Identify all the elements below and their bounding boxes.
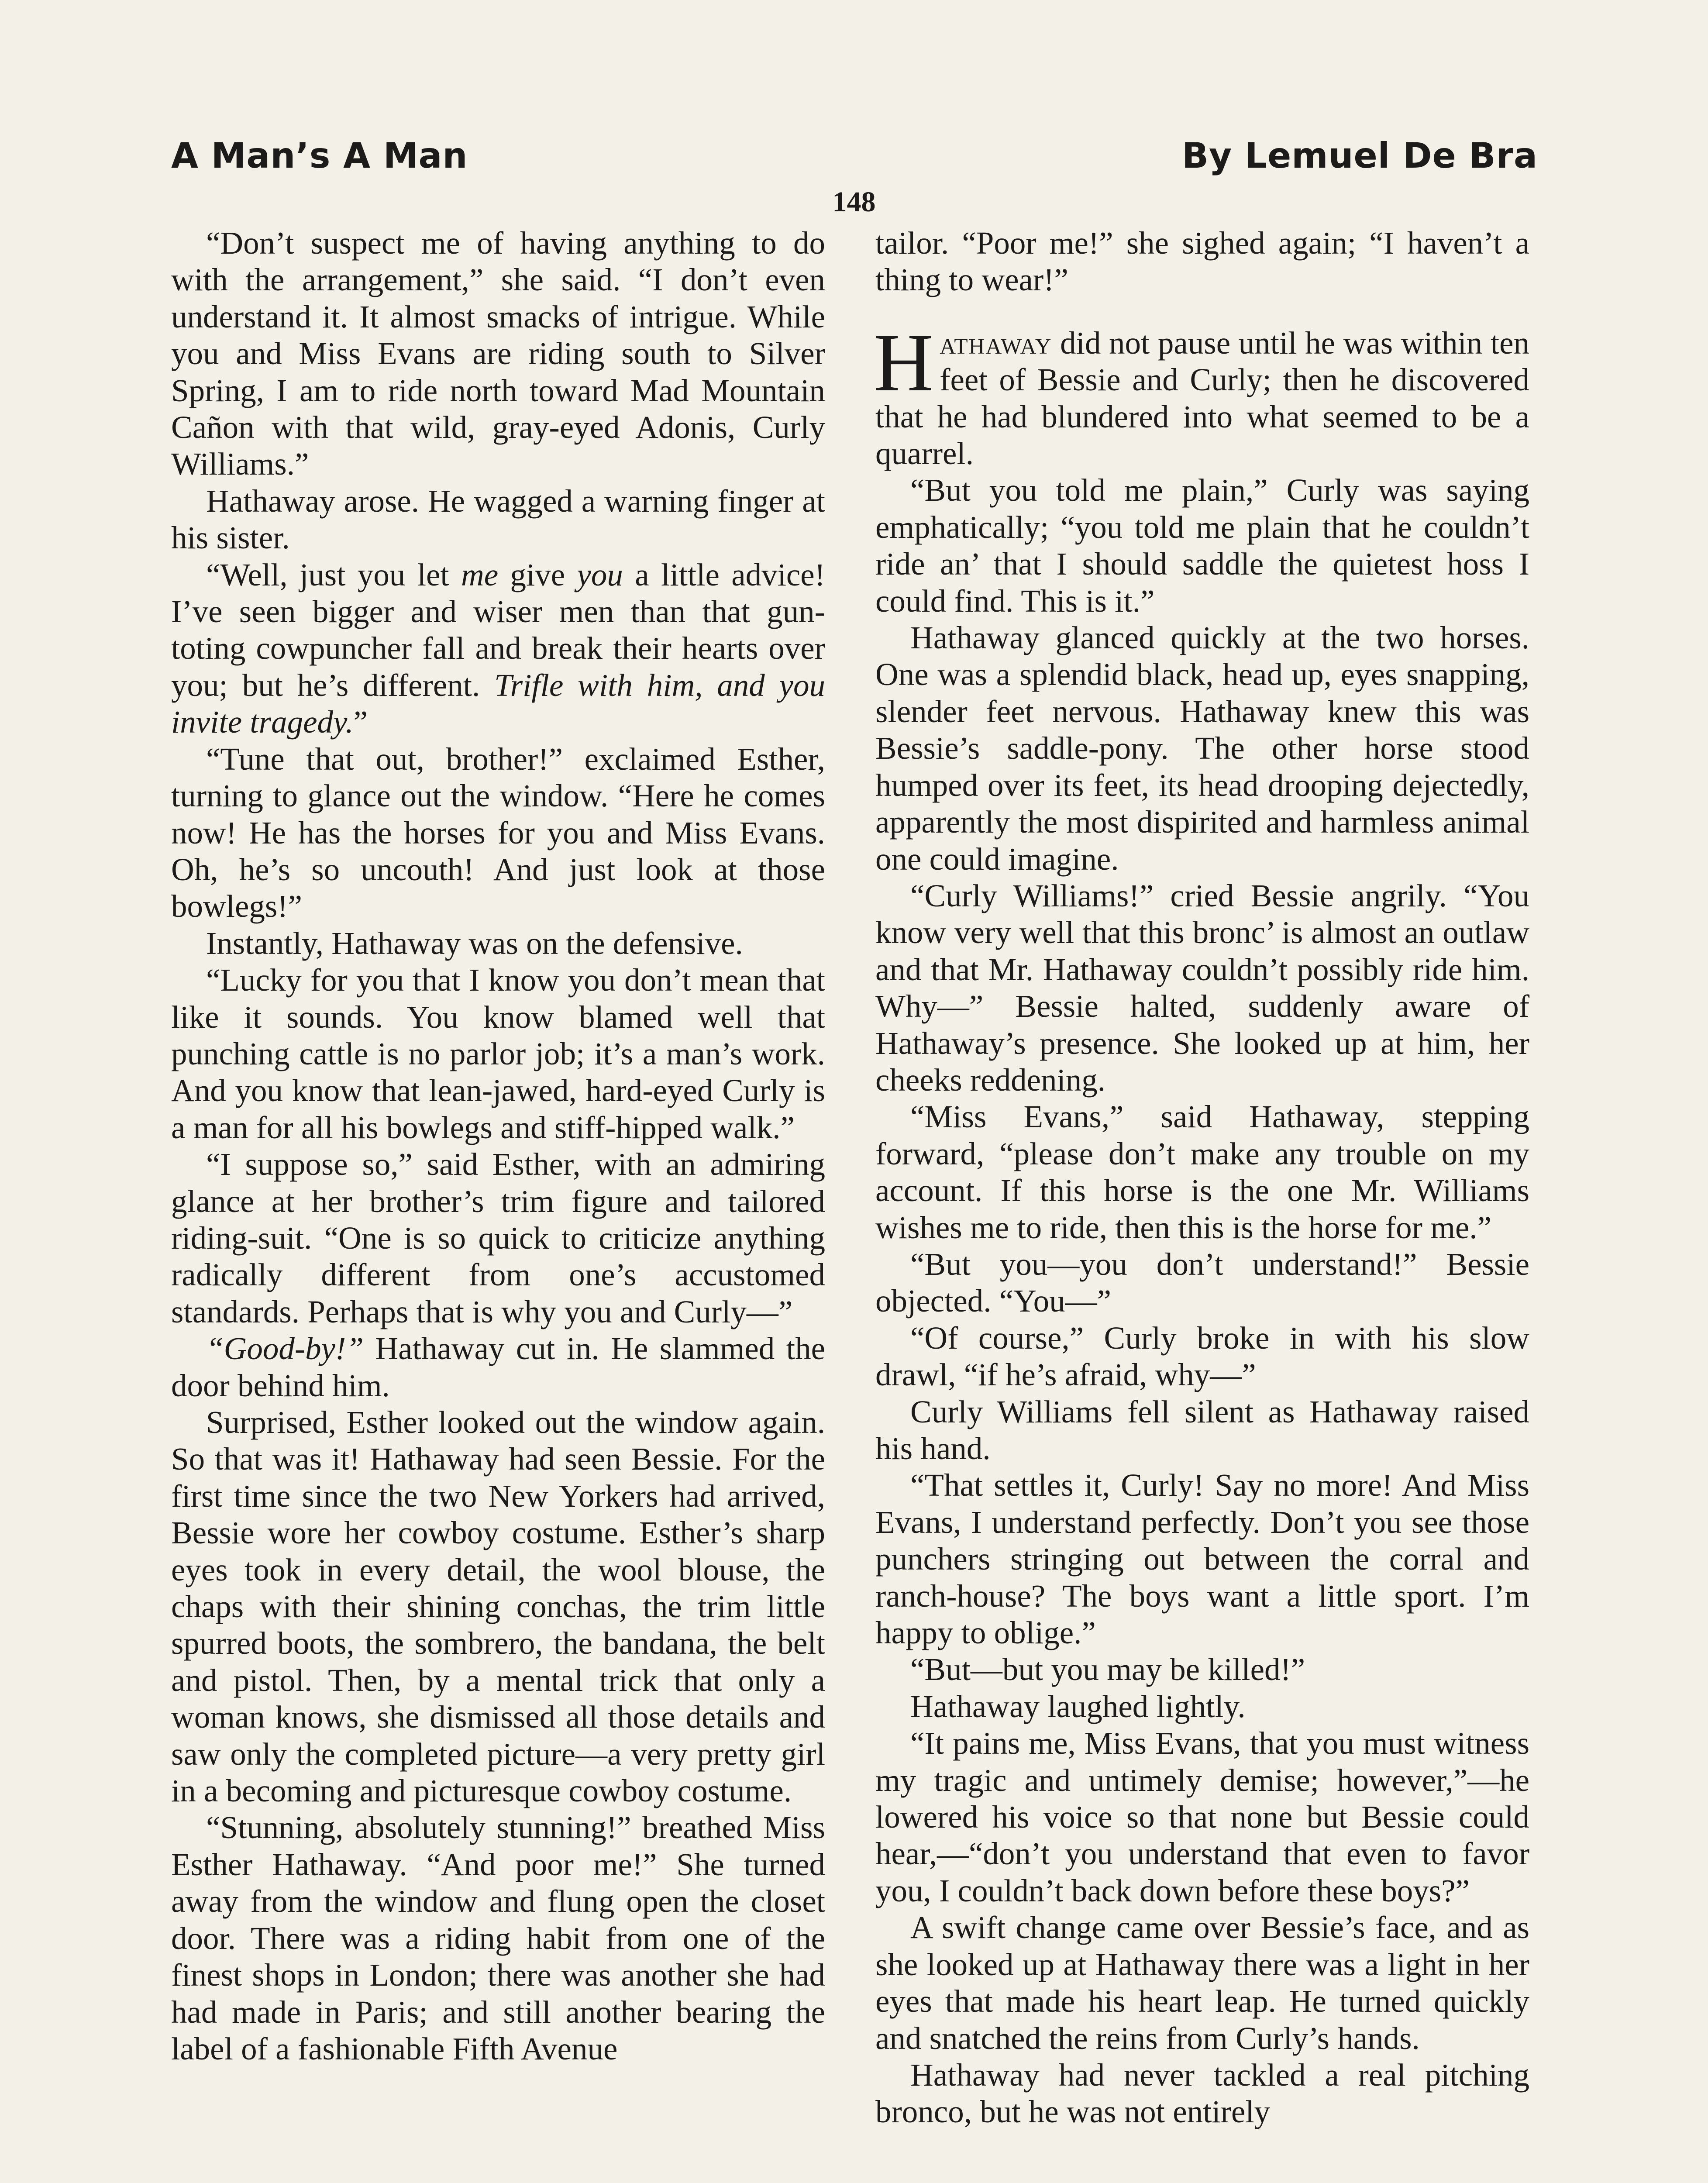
paragraph: “Curly Williams!” cried Bessie angrily. “You know very well that this bronc’ is almost an outlaw and that Mr. Hathaway couldn’t possibly ride him. Why—” Bessie halted, suddenly aware of Hathaway’s presence. She looked up at him, her cheeks reddening. <box>875 878 1529 1098</box>
paragraph: “But you—you don’t understand!” Bessie objected. “You—” <box>875 1246 1529 1319</box>
paragraph: “I suppose so,” said Esther, with an admiring glance at her brother’s trim figure and tailored riding-suit. “One is so quick to criticize anything radically different from one’s accustomed standards. Perhaps that is why you and Curly—” <box>171 1147 825 1329</box>
paragraph: “But—but you may be killed!” <box>910 1652 1305 1687</box>
paragraph: Hathaway arose. He wagged a warning finger at his sister. <box>171 483 825 556</box>
paragraph: Curly Williams fell silent as Hathaway raised his hand. <box>875 1394 1529 1466</box>
paragraph: tailor. “Poor me!” she sighed again; “I haven’t a thing to wear!” <box>875 225 1529 298</box>
paragraph: “Of course,” Curly broke in with his slow drawl, “if he’s afraid, why—” <box>875 1320 1529 1393</box>
paragraph: A swift change came over Bessie’s face, and as she looked up at Hathaway there was a light in her eyes that made his heart leap. He turned quickly and snatched the reins from Curly’s hands. <box>875 1910 1529 2056</box>
paragraph: Hathaway laughed lightly. <box>910 1688 1246 1724</box>
paragraph: “Good-by!” Hathaway cut in. He slammed the door behind him. <box>171 1331 825 1403</box>
paragraph: Hathaway had never tackled a real pitching bronco, but he was not entirely <box>875 2057 1529 2130</box>
paragraph: “Stunning, absolutely stunning!” breathed Miss Esther Hathaway. “And poor me!” She turned away from the window and flung open the closet door. There was a riding habit from one of the finest shops in London; there was another she had had made in Paris; and still another bearing the label of a fashionable Fifth Avenue <box>171 1810 825 2066</box>
paragraph: “Lucky for you that I know you don’t mean that like it sounds. You know blamed well that punching cattle is no parlor job; it’s a man’s work. And you know that lean-jawed, hard-eyed Curly is a man for all his bowlegs and stiff-hipped walk.” <box>171 962 825 1145</box>
paragraph: “But you told me plain,” Curly was saying emphatically; “you told me plain that he couldn’t ride an’ that I should saddle the quietest hoss I could find. This is it.” <box>875 472 1529 619</box>
paragraph: Surprised, Esther looked out the window again. So that was it! Hathaway had seen Bessie. For the first time since the two New Yorkers had arrived, Bessie wore her cowboy costume. Esther’s sharp eyes took in every detail, the wool blouse, the chaps with their shining conchas, the trim little spurred boots, the sombrero, the bandana, the belt and pistol. Then, by a mental trick that only a woman knows, she dismissed all those details and saw only the completed picture—a very pretty girl in a becoming and picturesque cowboy costume. <box>171 1405 825 1809</box>
drop-cap: H <box>874 317 934 409</box>
paragraph: “Miss Evans,” said Hathaway, stepping forward, “please don’t make any trouble on my account. If this horse is the one Mr. Williams wishes me to ride, then this is the horse for me.” <box>875 1099 1529 1245</box>
paragraph: “Tune that out, brother!” exclaimed Esther, turning to glance out the window. “Here he comes now! He has the horses for you and Miss Evans. Oh, he’s so uncouth! And just look at those bowlegs!” <box>171 741 825 924</box>
section-opening-paragraph: Hathaway did not pause until he was within ten feet of Bessie and Curly; then he discovered that he had blundered into what seemed to be a quarrel. <box>874 317 1529 472</box>
paragraph: “Don’t suspect me of having anything to do with the arrangement,” she said. “I don’t even understand it. It almost smacks of intrigue. While you and Miss Evans are riding south to Silver Spring, I am to ride north toward Mad Mountain Cañon with that wild, gray-eyed Adonis, Curly Williams.” <box>171 225 825 482</box>
paragraph: “That settles it, Curly! Say no more! And Miss Evans, I understand perfectly. Don’t you see those punchers stringing out between the corral and ranch-house? The boys want a little sport. I’m happy to oblige.” <box>875 1467 1529 1651</box>
author-byline: By Lemuel De Bra <box>1182 135 1538 176</box>
paragraph: Hathaway glanced quickly at the two horses. One was a splendid black, head up, eyes snapping, slender feet nervous. Hathaway knew this was Bessie’s saddle-pony. The other horse stood humped over its feet, its head drooping dejectedly, apparently the most dispirited and harmless animal one could imagine. <box>875 620 1529 877</box>
story-title: A Man’s A Man <box>171 135 468 176</box>
paragraph: Instantly, Hathaway was on the defensive. <box>206 925 743 961</box>
right-column <box>875 225 1529 2131</box>
paragraph: “It pains me, Miss Evans, that you must witness my tragic and untimely demise; however,”—he lowered his voice so that none but Bessie could hear,—“don’t you understand that even to favor you, I couldn’t back down before these boys?” <box>875 1725 1529 1908</box>
left-column <box>171 225 825 2067</box>
page-number: 148 <box>832 186 876 218</box>
paragraph: “Well, just you let me give you a little advice! I’ve seen bigger and wiser men than that gun-toting cowpuncher fall and break their hearts over you; but he’s different. Trifle with him, and you invite tragedy.” <box>171 557 825 740</box>
